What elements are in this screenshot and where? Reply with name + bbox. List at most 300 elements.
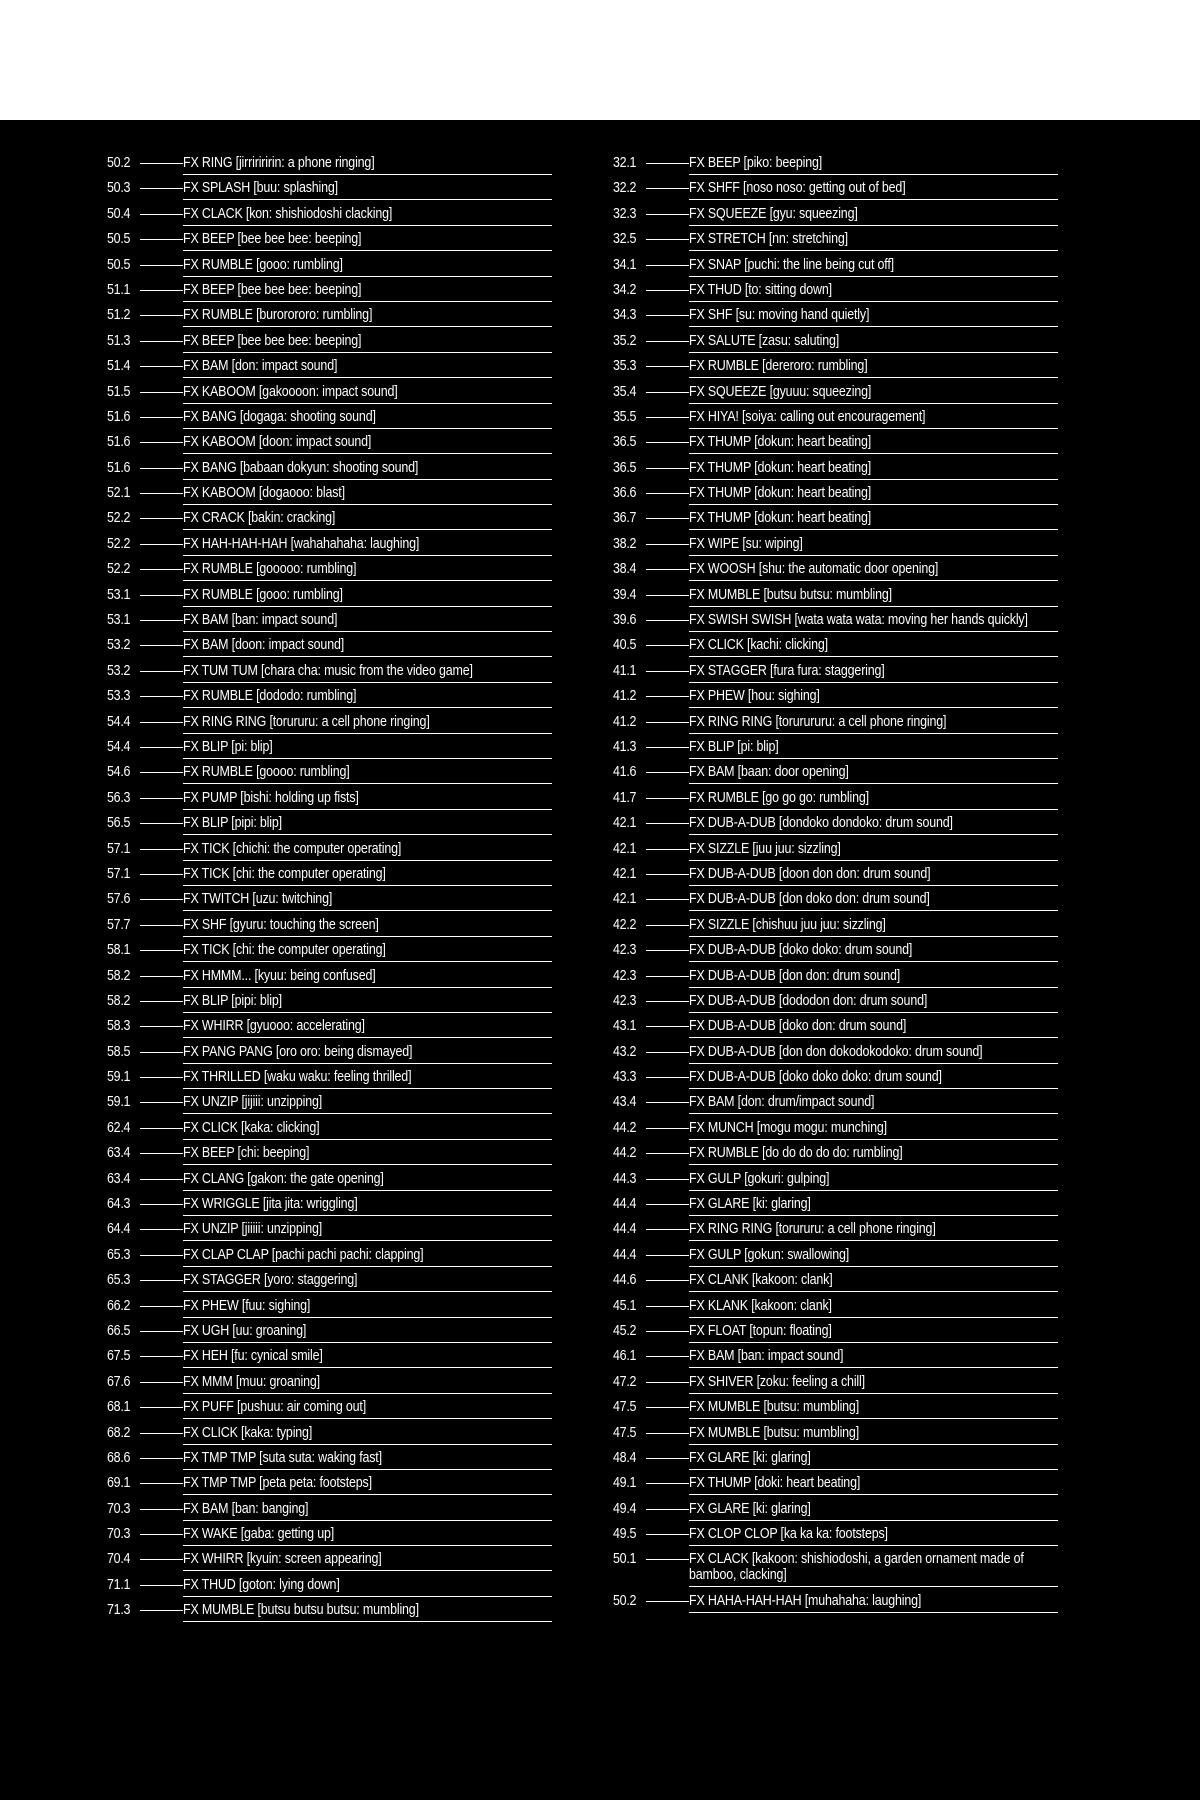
fx-text: FX RING RING [torururu: a cell phone ringing] [183,713,430,730]
glossary-row [613,1247,1058,1267]
page-number: 52.2 [107,561,131,578]
glossary-row [613,510,1058,530]
fx-text: FX TICK [chichi: the computer operating] [183,840,402,857]
leader-line [646,722,689,723]
fx-text: FX BAM [don: impact sound] [183,358,338,375]
glossary-row [613,866,1058,886]
fx-text: FX GLARE [ki: glaring] [689,1500,811,1517]
leader-line [646,315,689,316]
fx-entry [183,1018,552,1038]
fx-entry [689,942,1058,962]
leader-line [140,1331,183,1332]
page-number: 50.2 [107,155,131,171]
glossary-row [107,942,552,962]
page-number: 44.2 [613,1119,637,1136]
fx-entry [183,333,552,353]
leader-line [140,265,183,266]
fx-text: FX TMP TMP [peta peta: footsteps] [183,1475,372,1492]
glossary-row [107,917,552,937]
leader-line [140,188,183,189]
page-number: 43.4 [613,1094,637,1111]
leader-line [646,569,689,570]
leader-line [140,1433,183,1434]
glossary-row [107,1323,552,1343]
fx-text: FX BAM [ban: impact sound] [689,1348,844,1365]
glossary-row [107,1501,552,1521]
fx-text: FX DUB-A-DUB [don doko don: drum sound] [689,891,930,908]
page-number: 36.5 [613,459,637,476]
fx-text: FX BLIP [pi: blip] [183,738,273,755]
glossary-row [613,434,1058,454]
fx-text: FX THUMP [dokun: heart beating] [689,485,872,502]
glossary-row [107,460,552,480]
leader-line [646,671,689,672]
glossary-row [107,1094,552,1114]
page-number: 44.4 [613,1246,637,1263]
fx-text: FX RUMBLE [gooooo: rumbling] [183,561,357,578]
glossary-row [613,688,1058,708]
fx-text: FX GULP [gokun: swallowing] [689,1246,850,1263]
fx-text: FX BAM [ban: impact sound] [183,612,338,629]
leader-line [646,1153,689,1154]
fx-text: FX UNZIP [jiiiii: unzipping] [183,1221,323,1238]
leader-line [140,1102,183,1103]
right-column [613,155,1058,1618]
fx-entry [183,841,552,861]
fx-entry [183,1501,552,1521]
fx-entry [689,1526,1058,1546]
leader-line [140,722,183,723]
fx-entry [689,333,1058,353]
fx-text: FX THUMP [dokun: heart beating] [689,459,872,476]
leader-line [140,1204,183,1205]
page-number: 42.1 [613,815,637,832]
page-number: 44.4 [613,1221,637,1238]
fx-entry [689,409,1058,429]
glossary-row [613,790,1058,810]
fx-entry [183,1425,552,1445]
leader-line [646,1306,689,1307]
fx-entry [689,1374,1058,1394]
glossary-row [107,536,552,556]
fx-entry [183,1323,552,1343]
glossary-row [613,1145,1058,1165]
fx-text: FX KABOOM [doon: impact sound] [183,434,372,451]
fx-text: FX BAM [doon: impact sound] [183,637,345,654]
fx-text: FX GLARE [ki: glaring] [689,1196,811,1213]
glossary-row [613,460,1058,480]
fx-text: FX WAKE [gaba: getting up] [183,1526,335,1543]
page-number: 41.7 [613,789,637,806]
leader-line [140,1001,183,1002]
fx-text: FX BLIP [pi: blip] [689,738,779,755]
fx-entry [689,257,1058,277]
fx-entry [689,231,1058,251]
fx-entry [183,1551,552,1571]
fx-entry [183,993,552,1013]
page-number: 64.3 [107,1196,131,1213]
fx-entry [689,1593,1058,1613]
fx-text: FX RUMBLE [goooo: rumbling] [183,764,350,781]
fx-text: FX GULP [gokuri: gulping] [689,1170,830,1187]
fx-entry [183,1069,552,1089]
fx-entry [183,663,552,683]
leader-line [140,544,183,545]
glossary-row [107,1425,552,1445]
glossary-row [107,1526,552,1546]
fx-entry [689,663,1058,683]
glossary-row [107,384,552,404]
leader-line [646,849,689,850]
glossary-row [107,1602,552,1622]
glossary-row [107,841,552,861]
glossary-row [613,1593,1058,1613]
leader-line [646,874,689,875]
leader-line [140,1077,183,1078]
page-number: 42.3 [613,992,637,1009]
fx-entry [689,1171,1058,1191]
fx-text: FX BEEP [bee bee bee: beeping] [183,231,362,248]
page-number: 65.3 [107,1272,131,1289]
page-number: 63.4 [107,1170,131,1187]
fx-text: FX CLICK [kaka: clicking] [183,1119,320,1136]
fx-entry [183,1145,552,1165]
page-number: 57.1 [107,865,131,882]
page-number: 67.6 [107,1373,131,1390]
fx-text: FX MUMBLE [butsu: mumbling] [689,1424,859,1441]
page-number: 44.4 [613,1196,637,1213]
fx-text: FX DUB-A-DUB [doko doko: drum sound] [689,942,913,959]
fx-text: FX MUMBLE [butsu butsu: mumbling] [689,586,892,603]
fx-entry [689,1094,1058,1114]
fx-entry [689,917,1058,937]
fx-text: FX RUMBLE [dererorο: rumbling] [689,358,868,375]
page-number: 39.6 [613,612,637,629]
fx-text: FX DUB-A-DUB [dondoko dondoko: drum sound] [689,815,953,832]
glossary-row [107,307,552,327]
page-number: 41.6 [613,764,637,781]
fx-text: FX MUMBLE [butsu butsu butsu: mumbling] [183,1602,419,1619]
glossary-row [613,282,1058,302]
fx-text: FX THUD [goton: lying down] [183,1576,340,1593]
fx-text: FX SHFF [noso noso: getting out of bed] [689,180,906,197]
leader-line [646,1356,689,1357]
leader-line [646,1382,689,1383]
fx-text: FX BANG [babaan dokyun: shooting sound] [183,459,419,476]
leader-line [140,925,183,926]
page-number: 68.1 [107,1399,131,1416]
glossary-row [107,409,552,429]
glossary-row [107,1044,552,1064]
page-number: 49.1 [613,1475,637,1492]
leader-line [140,1458,183,1459]
page-number: 35.5 [613,408,637,425]
page-number: 53.1 [107,612,131,629]
leader-line [646,1026,689,1027]
fx-entry [689,841,1058,861]
glossary-row [613,764,1058,784]
glossary-row [107,612,552,632]
glossary-row [107,231,552,251]
leader-line [140,798,183,799]
fx-text: FX THUMP [doki: heart beating] [689,1475,861,1492]
fx-text: FX SIZZLE [chishuu juu juu: sizzling] [689,916,886,933]
glossary-row [107,739,552,759]
leader-line [646,188,689,189]
fx-entry [183,637,552,657]
leader-line [646,493,689,494]
page-number: 58.1 [107,942,131,959]
glossary-row [613,1069,1058,1089]
page-number: 36.5 [613,434,637,451]
fx-entry [183,434,552,454]
fx-text: FX WRIGGLE [jita jita: wriggling] [183,1196,358,1213]
fx-text: FX SALUTE [zasu: saluting] [689,332,840,349]
fx-text: FX BEEP [piko: beeping] [689,155,823,171]
fx-text: FX BANG [dogaga: shooting sound] [183,408,376,425]
fx-entry [183,587,552,607]
fx-text: FX RUMBLE [go go go: rumbling] [689,789,869,806]
fx-text: FX WHIRR [kyuin: screen appearing] [183,1551,382,1568]
glossary-row [613,968,1058,988]
fx-entry [689,1272,1058,1292]
leader-line [646,798,689,799]
glossary-row [613,714,1058,734]
page-number: 49.4 [613,1500,637,1517]
glossary-row [107,1399,552,1419]
leader-line [646,1458,689,1459]
page-number: 36.7 [613,510,637,527]
fx-text: FX HIYA! [soiya: calling out encouragement] [689,408,926,425]
leader-line [646,417,689,418]
page-number: 69.1 [107,1475,131,1492]
leader-line [140,620,183,621]
fx-text: FX TICK [chi: the computer operating] [183,865,386,882]
fx-text: FX PHEW [fuu: sighing] [183,1297,311,1314]
fx-entry [689,358,1058,378]
glossary-row [107,1475,552,1495]
page-number: 41.1 [613,662,637,679]
leader-line [140,1509,183,1510]
glossary-row [613,231,1058,251]
fx-entry [183,1602,552,1622]
glossary-row [613,1272,1058,1292]
fx-text: FX SHIVER [zoku: feeling a chill] [689,1373,865,1390]
glossary-row [613,663,1058,683]
fx-text: FX KABOOM [gakoooon: impact sound] [183,383,398,400]
fx-entry [183,1247,552,1267]
glossary-row [613,1323,1058,1343]
page-number: 51.3 [107,332,131,349]
page-number: 54.6 [107,764,131,781]
fx-entry [689,1475,1058,1495]
fx-entry [689,714,1058,734]
fx-entry [689,1196,1058,1216]
glossary-row [613,257,1058,277]
leader-line [140,1280,183,1281]
fx-entry [183,815,552,835]
glossary-row [107,688,552,708]
leader-line [646,620,689,621]
glossary-row [613,307,1058,327]
fx-text: FX SIZZLE [juu juu: sizzling] [689,840,841,857]
page-number: 42.2 [613,916,637,933]
fx-text: FX SQUEEZE [gyuuu: squeezing] [689,383,872,400]
fx-entry [183,1044,552,1064]
glossary-row [107,764,552,784]
leader-line [646,1128,689,1129]
fx-entry [689,1425,1058,1445]
fx-entry [183,206,552,226]
fx-entry [183,1120,552,1140]
fx-entry [183,231,552,251]
leader-line [646,1102,689,1103]
leader-line [140,1534,183,1535]
page-number: 41.2 [613,688,637,705]
fx-entry [183,917,552,937]
leader-line [646,442,689,443]
page-number: 32.3 [613,205,637,222]
page-number: 41.3 [613,738,637,755]
glossary-row [613,993,1058,1013]
leader-line [646,544,689,545]
page-number: 47.5 [613,1424,637,1441]
glossary-row [107,1374,552,1394]
leader-line [646,1407,689,1408]
glossary-row [107,1171,552,1191]
fx-entry [183,1374,552,1394]
page-number: 39.4 [613,586,637,603]
leader-line [140,1026,183,1027]
leader-line [140,874,183,875]
page-number: 44.6 [613,1272,637,1289]
glossary-row [107,891,552,911]
page-number: 44.3 [613,1170,637,1187]
glossary-row [613,1374,1058,1394]
leader-line [140,392,183,393]
fx-text: FX UGH [uu: groaning] [183,1322,307,1339]
glossary-row [613,1348,1058,1368]
page-number: 43.2 [613,1043,637,1060]
leader-line [646,366,689,367]
fx-entry [183,866,552,886]
fx-entry [689,485,1058,505]
fx-text: FX RING [jirririririn: a phone ringing] [183,155,375,171]
leader-line [646,468,689,469]
page-number: 66.5 [107,1322,131,1339]
fx-text: FX SQUEEZE [gyu: squeezing] [689,205,858,222]
glossary-row [613,206,1058,226]
fx-text: FX MUNCH [mogu mogu: munching] [689,1119,887,1136]
glossary-row [613,358,1058,378]
fx-text: FX PUFF [pushuu: air coming out] [183,1399,367,1416]
leader-line [140,1052,183,1053]
page-number: 51.6 [107,408,131,425]
fx-entry [689,155,1058,175]
fx-text: FX BAM [don: drum/impact sound] [689,1094,875,1111]
fx-text: FX RING RING [torurururu: a cell phone ringing] [689,713,947,730]
page-number: 70.4 [107,1551,131,1568]
leader-line [646,163,689,164]
fx-text: FX SHF [su: moving hand quietly] [689,307,870,324]
glossary-row [613,612,1058,632]
leader-line [140,1407,183,1408]
page-number: 32.5 [613,231,637,248]
fx-entry [183,764,552,784]
fx-entry [689,764,1058,784]
glossary-row [107,282,552,302]
fx-text: FX RUMBLE [gooo: rumbling] [183,256,343,273]
fx-entry [183,790,552,810]
left-column [107,155,552,1628]
page-number: 59.1 [107,1094,131,1111]
fx-entry [183,510,552,530]
fx-text: FX DUB-A-DUB [doon don don: drum sound] [689,865,931,882]
fx-text: FX TUM TUM [chara cha: music from the video game] [183,662,473,679]
page-number: 47.5 [613,1399,637,1416]
glossary-row [613,384,1058,404]
page-number: 68.6 [107,1449,131,1466]
leader-line [140,1356,183,1357]
leader-line [646,290,689,291]
fx-entry [689,637,1058,657]
fx-entry [183,739,552,759]
fx-entry [689,1145,1058,1165]
leader-line [646,518,689,519]
glossary-row [613,942,1058,962]
leader-line [140,1128,183,1129]
fx-text: FX BEEP [chi: beeping] [183,1145,310,1162]
fx-entry [183,1526,552,1546]
page-number: 42.1 [613,840,637,857]
page-number: 59.1 [107,1069,131,1086]
fx-entry [689,1120,1058,1140]
leader-line [646,1483,689,1484]
leader-line [140,315,183,316]
glossary-row [107,155,552,175]
leader-line [140,1382,183,1383]
glossary-row [613,1044,1058,1064]
fx-entry [183,891,552,911]
page-number: 50.4 [107,205,131,222]
page-number: 42.1 [613,865,637,882]
leader-line [140,163,183,164]
glossary-row [613,637,1058,657]
page-number: 40.5 [613,637,637,654]
fx-entry [689,1298,1058,1318]
fx-entry [689,1069,1058,1089]
fx-text: FX PHEW [hou: sighing] [689,688,820,705]
fx-entry [183,714,552,734]
fx-entry [689,434,1058,454]
leader-line [646,1331,689,1332]
fx-text: FX TMP TMP [suta suta: waking fast] [183,1449,382,1466]
page-number: 45.1 [613,1297,637,1314]
leader-line [646,1077,689,1078]
fx-text: FX CLICK [kachi: clicking] [689,637,828,654]
leader-line [140,290,183,291]
page-number: 54.4 [107,738,131,755]
fx-entry [183,561,552,581]
fx-entry [689,1501,1058,1521]
fx-entry [183,1475,552,1495]
fx-entry [689,612,1058,632]
fx-text: FX HAH-HAH-HAH [wahahahaha: laughing] [183,535,420,552]
leader-line [140,1229,183,1230]
glossary-row [613,1425,1058,1445]
leader-line [140,747,183,748]
page-number: 58.2 [107,992,131,1009]
